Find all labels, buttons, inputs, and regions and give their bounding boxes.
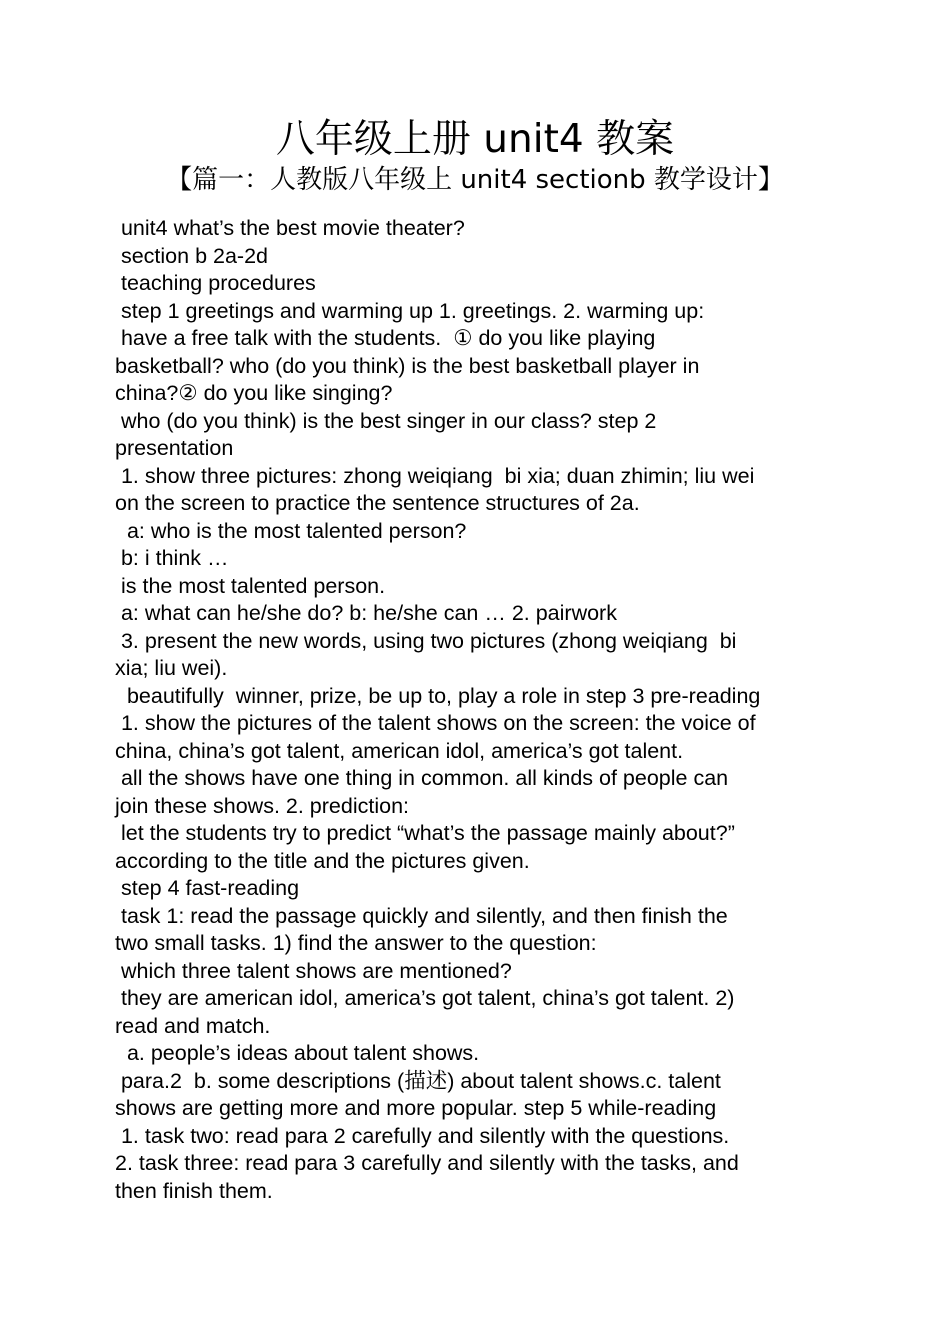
text-line: china?② do you like singing? [115, 381, 393, 405]
text-line: let the students try to predict “what’s the passage mainly about?” [115, 821, 735, 845]
text-line: which three talent shows are mentioned? [115, 958, 512, 983]
text-line: 1. show the pictures of the talent shows on the screen: the voice of [115, 711, 756, 735]
text-line: a: what can he/she do? b: he/she can … 2. pairwork [115, 601, 617, 625]
text-line: then finish them. [115, 1178, 273, 1203]
text-line: teaching procedures [115, 271, 316, 295]
text-line: china, china’s got talent, american idol, america’s got talent. [115, 738, 684, 763]
document-title: 八年级上册 unit4 教案 [275, 117, 675, 162]
text-line: beautifully winner, prize, be up to, play a role in step 3 pre-reading [115, 683, 761, 708]
text-line: step 1 greetings and warming up 1. greetings. 2. warming up: [115, 298, 705, 323]
text-line: who (do you think) is the best singer in our class? step 2 [115, 408, 657, 433]
text-line: b: i think … [115, 546, 229, 570]
text-line: 1. task two: read para 2 carefully and silently with the questions. [115, 1123, 730, 1148]
text-line: shows are getting more and more popular. step 5 while-reading [115, 1096, 717, 1120]
document-subtitle: 【篇一：人教版八年级上 unit4 sectionb 教学设计】 [166, 165, 784, 195]
text-line: two small tasks. 1) find the answer to the question: [115, 931, 597, 955]
text-line: join these shows. 2. prediction: [115, 793, 409, 818]
text-line: 3. present the new words, using two pictures (zhong weiqiang bi [115, 628, 737, 653]
text-line: para.2 b. some descriptions (描述) about talent shows.c. talent [115, 1068, 721, 1093]
text-line: presentation [115, 436, 234, 460]
text-line: 2. task three: read para 3 carefully and silently with the tasks, and [115, 1151, 739, 1175]
text-line: 1. show three pictures: zhong weiqiang bi xia; duan zhimin; liu wei [115, 463, 755, 488]
text-line: have a free talk with the students. ① do you like playing [115, 326, 656, 350]
text-line: section b 2a-2d [115, 243, 268, 268]
text-line: basketball? who (do you think) is the best basketball player in [115, 353, 700, 378]
text-line: a: who is the most talented person? [115, 518, 467, 543]
text-line: read and match. [115, 1013, 271, 1038]
text-line: xia; liu wei). [115, 656, 228, 680]
text-line: unit4 what’s the best movie theater? [115, 216, 465, 240]
text-line: step 4 fast-reading [115, 876, 300, 900]
text-line: according to the title and the pictures given. [115, 848, 530, 873]
text-line: they are american idol, america’s got talent, china’s got talent. 2) [115, 986, 735, 1010]
text-line: a. people’s ideas about talent shows. [115, 1041, 480, 1065]
text-line: is the most talented person. [115, 573, 386, 598]
document-body [115, 215, 845, 1205]
text-line: task 1: read the passage quickly and silently, and then finish the [115, 903, 728, 928]
text-line: all the shows have one thing in common. all kinds of people can [115, 766, 729, 790]
text-line: on the screen to practice the sentence structures of 2a. [115, 491, 640, 515]
